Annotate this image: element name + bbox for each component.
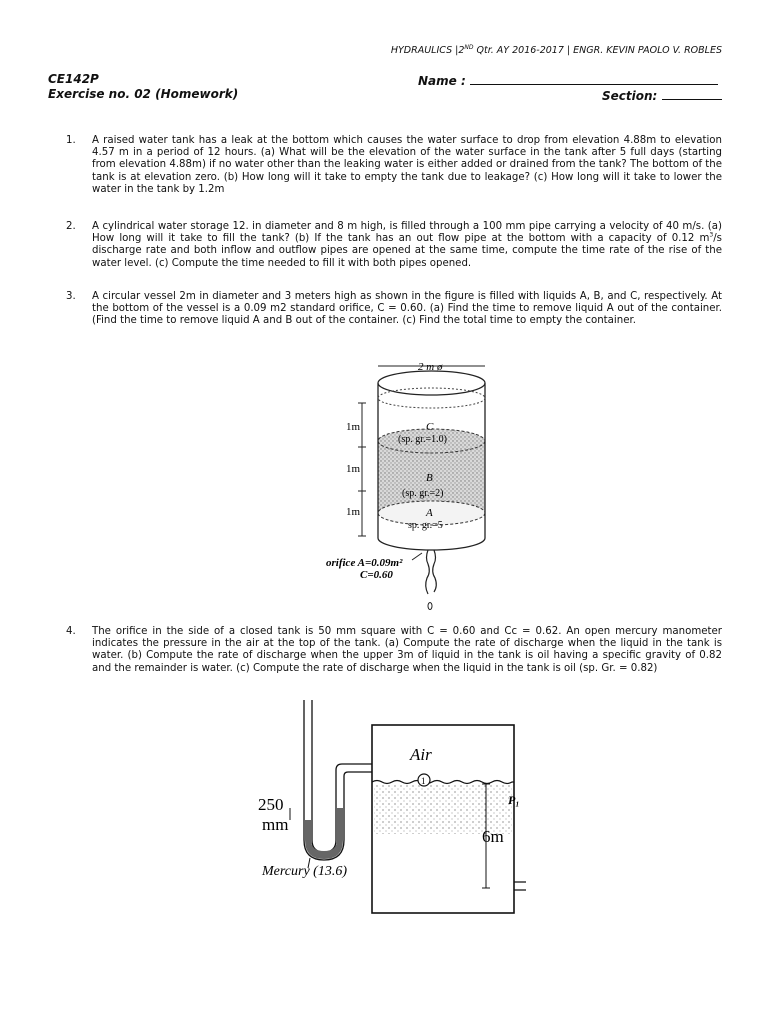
document-header: HYDRAULICS |2ND Qtr. AY 2016-2017 | ENGR. KEVIN PAOLO V. ROBLES (390, 44, 722, 57)
problem-3 (66, 291, 722, 328)
section-blank[interactable] (662, 87, 722, 100)
manometer-unit: mm (262, 815, 289, 834)
height-label-b: 1m (346, 463, 361, 475)
liquid-a-label: A (426, 507, 433, 519)
mercury-column (305, 808, 343, 859)
problem-number: 4. (66, 626, 76, 637)
section-label: Section: (602, 89, 658, 103)
diameter-label: 2 m ø (418, 361, 443, 373)
section-field (602, 87, 722, 103)
name-blank[interactable] (470, 72, 718, 85)
pressure-label: P₁ (508, 793, 520, 807)
problem-2 (66, 221, 722, 270)
cylinder-top-rim (378, 371, 485, 395)
liquid-c-label: C (426, 421, 434, 433)
manometer-reading: 250 (258, 795, 284, 814)
mercury-label: Mercury (13.6) (262, 864, 348, 879)
point-1-label: 1 (421, 776, 426, 786)
liquid-b-sg: (sp. gr.=2) (402, 488, 444, 499)
tank-manometer-figure (250, 700, 530, 925)
orifice-area-label: orifice A=0.09m² (326, 557, 403, 569)
cylinder-bottom (378, 538, 485, 550)
orifice-pointer (412, 553, 422, 560)
height-label-c: 1m (346, 421, 361, 433)
problem-number: 1. (66, 135, 76, 146)
air-label: Air (410, 745, 432, 764)
vessel-figure (300, 348, 510, 613)
problem-text: A circular vessel 2m in diameter and 3 meters high as shown in the figure is filled with liquids A, B, and C, respectively. At the bottom of the vessel is a 0.09 m2 standard orifice, C = 0.60. (a) Find the time to remove liquid A out of the container. (Find the time to remove liquid A and B out of the container. (c) Find the total time to empty the container. (92, 291, 722, 327)
course-block (48, 72, 238, 102)
orifice-coeff-label: C=0.60 (360, 569, 393, 581)
layer-c-top (378, 388, 485, 408)
liquid-c-sg: (sp. gr.=1.0) (398, 434, 447, 445)
exercise-title: Exercise no. 02 (Homework) (48, 87, 239, 101)
problem-text: The orifice in the side of a closed tank is 50 mm square with C = 0.60 and Cc = 0.62. An open mercury manometer indicates the pressure in the air at the top of the tank. (a) Compute the rate of discharge when the liquid in the tank is water. (b) Compute the rate of discharge when the upper 3m of liquid in the tank is oil having a specific gravity of 0.82 and the remainder is water. (c) Compute the rate of discharge when the liquid in the tank is oil (sp. Gr. = 0.82) (92, 626, 722, 674)
problem-text: A raised water tank has a leak at the bottom which causes the water surface to drop from elevation 4.88m to elevation 4.57 m in a period of 12 hours. (a) What will be the elevation of the water surface in the tank after 5 full days (starting from elevation 4.88m) if no water other than the leaking water is either added or drained from the tank? The bottom of the tank is at elevation zero. (b) How long will it take to empty the tank due to leakage? (c) How long will it take to lower the water in the tank by 1.2m (92, 135, 722, 195)
problem-4 (66, 626, 722, 675)
height-label-a: 1m (346, 506, 361, 518)
liquid-surface (372, 781, 514, 784)
liquid-b-label: B (426, 472, 433, 484)
name-label: Name : (418, 74, 466, 88)
orifice-jet (433, 550, 437, 592)
orifice-jet (426, 550, 430, 594)
problem-1 (66, 135, 722, 196)
problem-number: 2. (66, 221, 76, 232)
depth-label: 6m (482, 827, 504, 846)
liquid-a-sg: sp. gr.=5 (408, 520, 443, 531)
course-code: CE142P (48, 72, 99, 86)
water-drop (428, 603, 432, 610)
name-field (418, 72, 718, 88)
problem-text: A cylindrical water storage 12. in diameter and 8 m high, is filled through a 100 mm pipe carrying a velocity of 40 m/s. (a) How long will it take to fill the tank? (b) If the tank has an out flow pipe at the bottom with a capacity of 0.12 $m^3/s$ discharge rate and both inflow and outflow pipes are opened at the same time, compute the time rate of the rise of the water level. (c) Compute the time needed to fill it with both pipes opened. (92, 221, 722, 269)
problem-number: 3. (66, 291, 76, 302)
orifice-pipe (514, 882, 526, 890)
